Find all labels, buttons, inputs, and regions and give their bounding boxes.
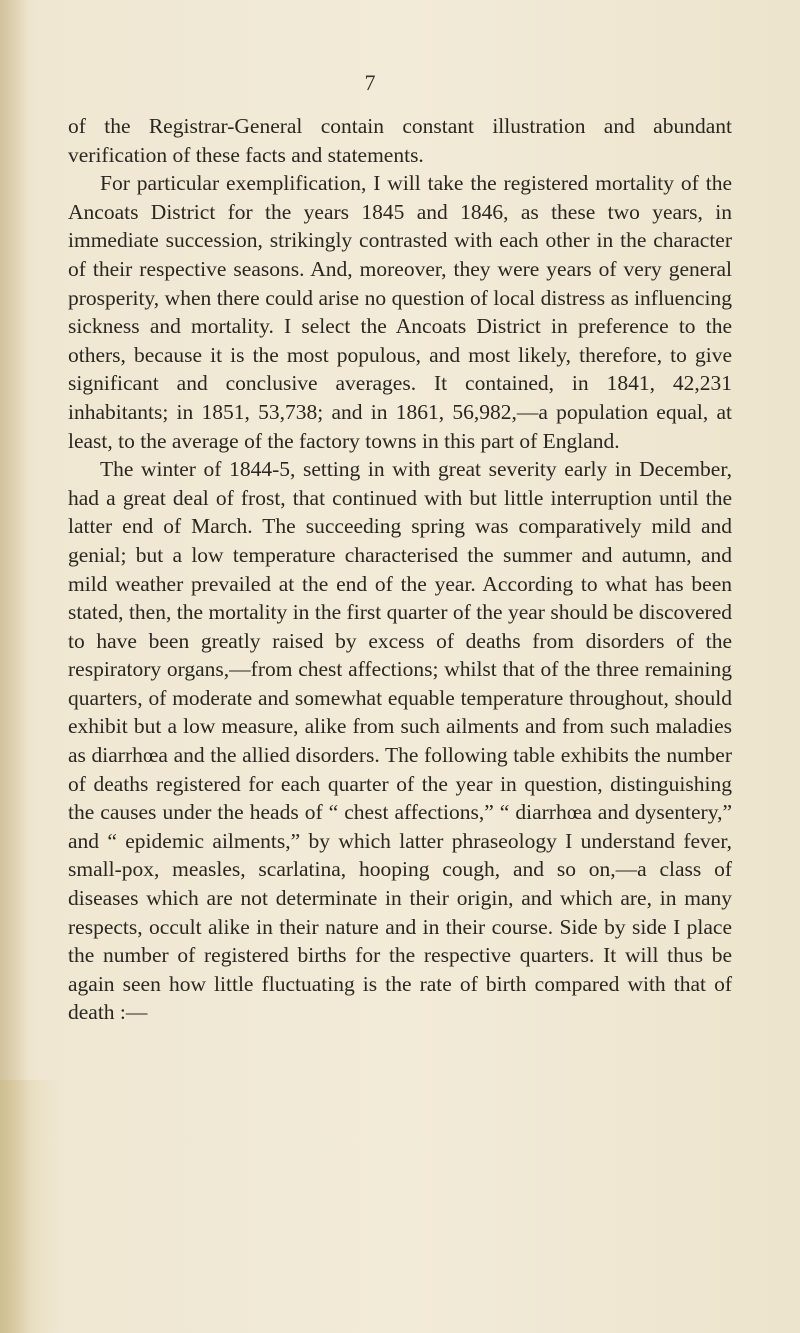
body-text (68, 112, 732, 1027)
paragraph-1: of the Registrar-General contain constant illustration and abundant verification of these facts and statements. (68, 114, 732, 167)
paragraph-2: For particular exemplification, I will take the registered mortality of the Ancoats District for the years 1845 and 1846, as these two years, in immediate succession, strikingly contrasted with each other in the character of their respective seasons. And, moreover, they were years of very general prosperity, when there could arise no question of local distress as influencing sickness and mortality. I select the Ancoats District in preference to the others, because it is the most populous, and most likely, therefore, to give significant and conclusive averages. It contained, in 1841, 42,231 inhabitants; in 1851, 53,738; and in 1861, 56,982,—a population equal, at least, to the average of the factory towns in this part of England. (68, 171, 732, 453)
page-number: 7 (364, 70, 376, 95)
page-stain (0, 1080, 60, 1333)
paragraph-3: The winter of 1844-5, setting in with great severity early in December, had a great deal of frost, that continued with but little interruption until the latter end of March. The succeeding spring was comparatively mild and genial; but a low temperature characterised the summer and autumn, and mild weather prevailed at the end of the year. According to what has been stated, then, the mortality in the first quarter of the year should be discovered to have been greatly raised by excess of deaths from disorders of the respiratory organs,—from chest affections; whilst that of the three remaining quarters, of moderate and somewhat equable temperature throughout, should exhibit but a low measure, alike from such ailments and from such maladies as diarrhœa and the allied disorders. The following table exhibits the number of deaths registered for each quarter of the year in question, distinguishing the causes under the heads of “ chest affections,” “ diarrhœa and dysentery,” and “ epidemic ailments,” by which latter phraseology I understand fever, small-pox, measles, scarlatina, hooping cough, and so on,—a class of diseases which are not determinate in their origin, and which are, in many respects, occult alike in their nature and in their course. Side by side I place the number of registered births for the respective quarters. It will thus be again seen how little fluctuating is the rate of birth compared with that of death :— (68, 457, 732, 1025)
